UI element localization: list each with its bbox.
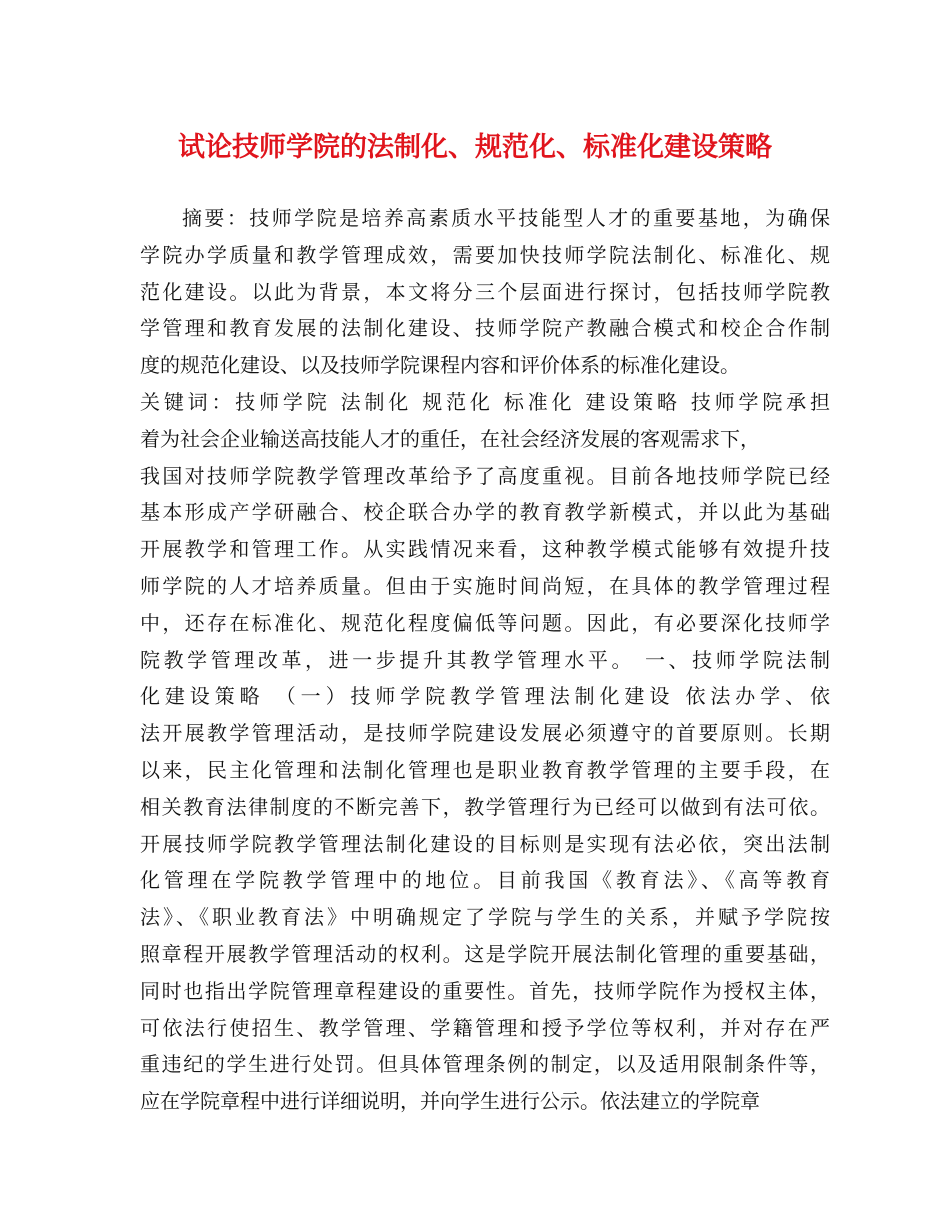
- text-line: 度的规范化建设、以及技师学院课程内容和评价体系的标准化建设。: [140, 353, 740, 378]
- text-line: 关键词：技师学院 法制化 规范化 标准化 建设策略 技师学院承担: [140, 389, 830, 414]
- text-line: 可依法行使招生、教学管理、学籍管理和授予学位等权利，并对存在严: [140, 1015, 830, 1040]
- text-line: 法开展教学管理活动，是技师学院建设发展必须遵守的首要原则。长期: [140, 721, 830, 746]
- text-line: 范化建设。以此为背景，本文将分三个层面进行探讨，包括技师学院教: [140, 279, 830, 304]
- document-body: [140, 200, 830, 1120]
- text-line: 基本形成产学研融合、校企联合办学的教育教学新模式，并以此为基础: [140, 500, 830, 525]
- text-line: 法》、《职业教育法》中明确规定了学院与学生的关系，并赋予学院按: [140, 905, 830, 930]
- text-line: 相关教育法律制度的不断完善下，教学管理行为已经可以做到有法可依。: [140, 794, 830, 819]
- text-line: 摘要：技师学院是培养高素质水平技能型人才的重要基地，为确保: [182, 206, 830, 230]
- text-line: 照章程开展教学管理活动的权利。这是学院开展法制化管理的重要基础，: [140, 941, 830, 966]
- document-title: 试论技师学院的法制化、规范化、标准化建设策略: [178, 132, 772, 163]
- text-line: 我国对技师学院教学管理改革给予了高度重视。目前各地技师学院已经: [140, 463, 830, 488]
- text-line: 重违纪的学生进行处罚。但具体管理条例的制定，以及适用限制条件等，: [140, 1052, 830, 1077]
- text-line: 开展技师学院教学管理法制化建设的目标则是实现有法必依，突出法制: [140, 831, 830, 856]
- text-line: 同时也指出学院管理章程建设的重要性。首先，技师学院作为授权主体，: [140, 978, 830, 1003]
- text-line: 中，还存在标准化、规范化程度偏低等问题。因此，有必要深化技师学: [140, 610, 830, 635]
- text-line: 以来，民主化管理和法制化管理也是职业教育教学管理的主要手段，在: [140, 757, 830, 782]
- text-line: 化建设策略 （一）技师学院教学管理法制化建设 依法办学、依: [140, 684, 830, 709]
- text-line: 学院办学质量和教学管理成效，需要加快技师学院法制化、标准化、规: [140, 242, 830, 267]
- text-line: 应在学院章程中进行详细说明，并向学生进行公示。依法建立的学院章: [140, 1089, 760, 1114]
- text-line: 师学院的人才培养质量。但由于实施时间尚短，在具体的教学管理过程: [140, 573, 830, 598]
- text-line: 化管理在学院教学管理中的地位。目前我国《教育法》、《高等教育: [140, 868, 830, 893]
- text-line: 院教学管理改革，进一步提升其教学管理水平。 一、技师学院法制: [140, 647, 830, 672]
- text-line: 开展教学和管理工作。从实践情况来看，这种教学模式能够有效提升技: [140, 537, 830, 562]
- text-line: 学管理和教育发展的法制化建设、技师学院产教融合模式和校企合作制: [140, 316, 830, 341]
- text-line: 着为社会企业输送高技能人才的重任，在社会经济发展的客观需求下，: [140, 426, 760, 451]
